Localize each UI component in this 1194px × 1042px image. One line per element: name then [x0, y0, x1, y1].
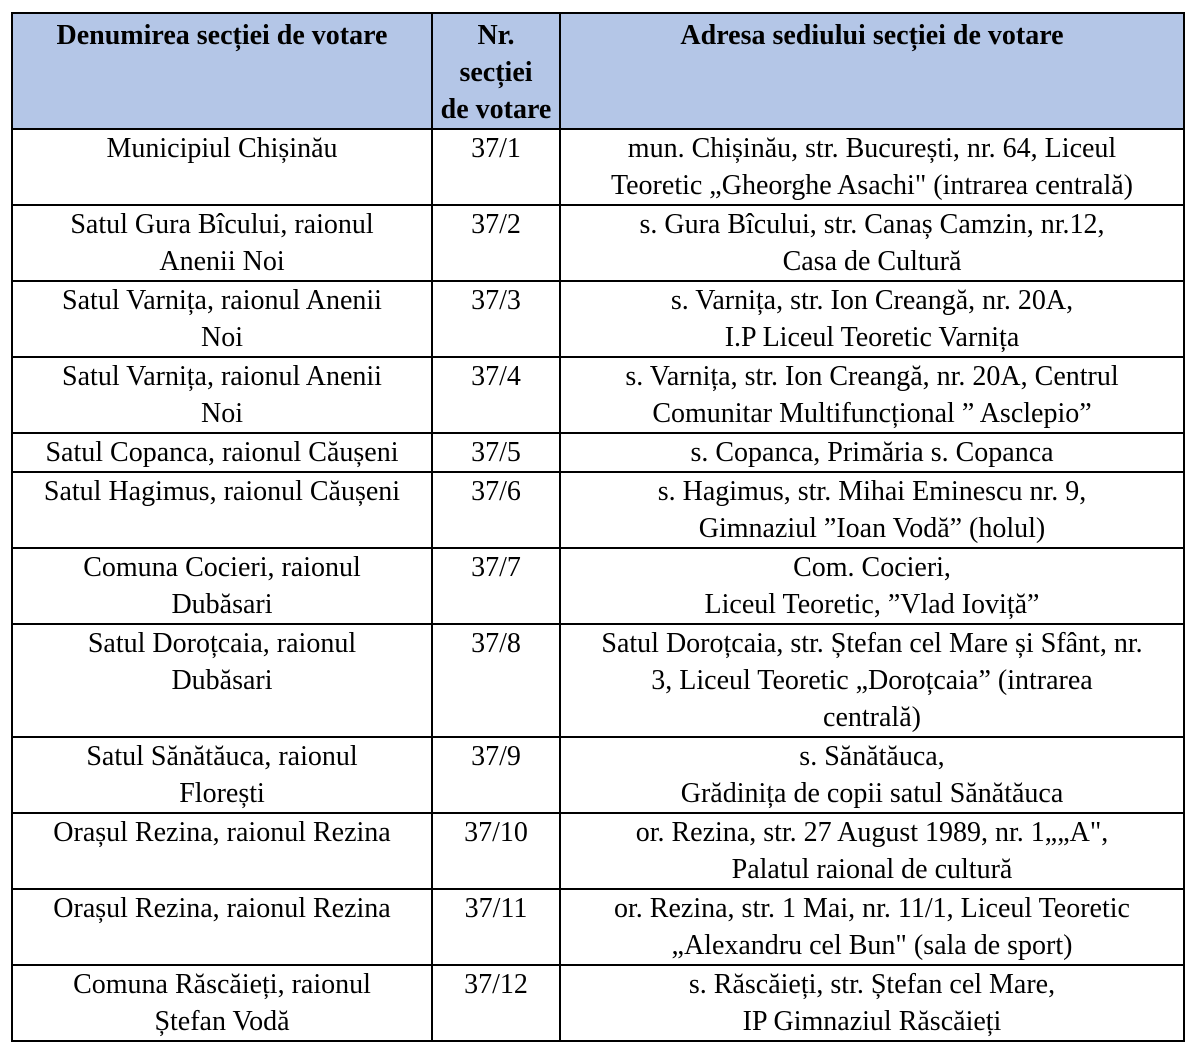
section-number: 37/2 [432, 205, 560, 281]
section-name: Orașul Rezina, raionul Rezina [12, 889, 432, 965]
section-number: 37/8 [432, 624, 560, 737]
section-number: 37/10 [432, 813, 560, 889]
section-address: s. Sănătăuca, Grădinița de copii satul Sănătăuca [560, 737, 1184, 813]
section-address: s. Răscăieți, str. Ștefan cel Mare, IP Gimnaziul Răscăieți [560, 965, 1184, 1041]
section-address: or. Rezina, str. 1 Mai, nr. 11/1, Liceul Teoretic „Alexandru cel Bun" (sala de sport) [560, 889, 1184, 965]
table-row [12, 433, 1184, 472]
section-number: 37/4 [432, 357, 560, 433]
header-section-address: Adresa sediului secției de votare [560, 13, 1184, 129]
table-row [12, 965, 1184, 1041]
section-address: s. Hagimus, str. Mihai Eminescu nr. 9, Gimnaziul ”Ioan Vodă” (holul) [560, 472, 1184, 548]
section-address: s. Copanca, Primăria s. Copanca [560, 433, 1184, 472]
section-name: Satul Hagimus, raionul Căușeni [12, 472, 432, 548]
section-address: mun. Chișinău, str. București, nr. 64, Liceul Teoretic „Gheorghe Asachi" (intrarea centrală) [560, 129, 1184, 205]
section-address: or. Rezina, str. 27 August 1989, nr. 1„„A", Palatul raional de cultură [560, 813, 1184, 889]
section-number: 37/7 [432, 548, 560, 624]
section-address: s. Varnița, str. Ion Creangă, nr. 20A, Centrul Comunitar Multifuncțional ” Asclepio” [560, 357, 1184, 433]
table-row [12, 889, 1184, 965]
section-address: s. Gura Bîcului, str. Canaș Camzin, nr.12, Casa de Cultură [560, 205, 1184, 281]
section-number: 37/12 [432, 965, 560, 1041]
table-row [12, 548, 1184, 624]
section-address: Satul Doroțcaia, str. Ștefan cel Mare și Sfânt, nr. 3, Liceul Teoretic „Doroțcaia” (intrarea centrală) [560, 624, 1184, 737]
section-address: Com. Cocieri, Liceul Teoretic, ”Vlad Ioviță” [560, 548, 1184, 624]
section-name: Orașul Rezina, raionul Rezina [12, 813, 432, 889]
table-row [12, 205, 1184, 281]
section-name: Satul Doroțcaia, raionul Dubăsari [12, 624, 432, 737]
section-name: Satul Varnița, raionul Anenii Noi [12, 281, 432, 357]
table-header-row [12, 13, 1184, 129]
section-name: Satul Varnița, raionul Anenii Noi [12, 357, 432, 433]
section-name: Satul Sănătăuca, raionul Florești [12, 737, 432, 813]
section-address: s. Varnița, str. Ion Creangă, nr. 20A, I.P Liceul Teoretic Varnița [560, 281, 1184, 357]
section-name: Comuna Răscăieți, raionul Ștefan Vodă [12, 965, 432, 1041]
table-row [12, 737, 1184, 813]
section-name: Comuna Cocieri, raionul Dubăsari [12, 548, 432, 624]
polling-stations-table [11, 12, 1185, 1042]
section-name: Satul Copanca, raionul Căușeni [12, 433, 432, 472]
header-section-name: Denumirea secției de votare [12, 13, 432, 129]
table-row [12, 624, 1184, 737]
section-number: 37/11 [432, 889, 560, 965]
section-number: 37/3 [432, 281, 560, 357]
section-number: 37/6 [432, 472, 560, 548]
section-number: 37/1 [432, 129, 560, 205]
section-name: Municipiul Chișinău [12, 129, 432, 205]
table-row [12, 129, 1184, 205]
table-row [12, 357, 1184, 433]
table-row [12, 472, 1184, 548]
table-row [12, 281, 1184, 357]
header-section-number: Nr. secției de votare [432, 13, 560, 129]
section-number: 37/9 [432, 737, 560, 813]
section-number: 37/5 [432, 433, 560, 472]
section-name: Satul Gura Bîcului, raionul Anenii Noi [12, 205, 432, 281]
table-row [12, 813, 1184, 889]
